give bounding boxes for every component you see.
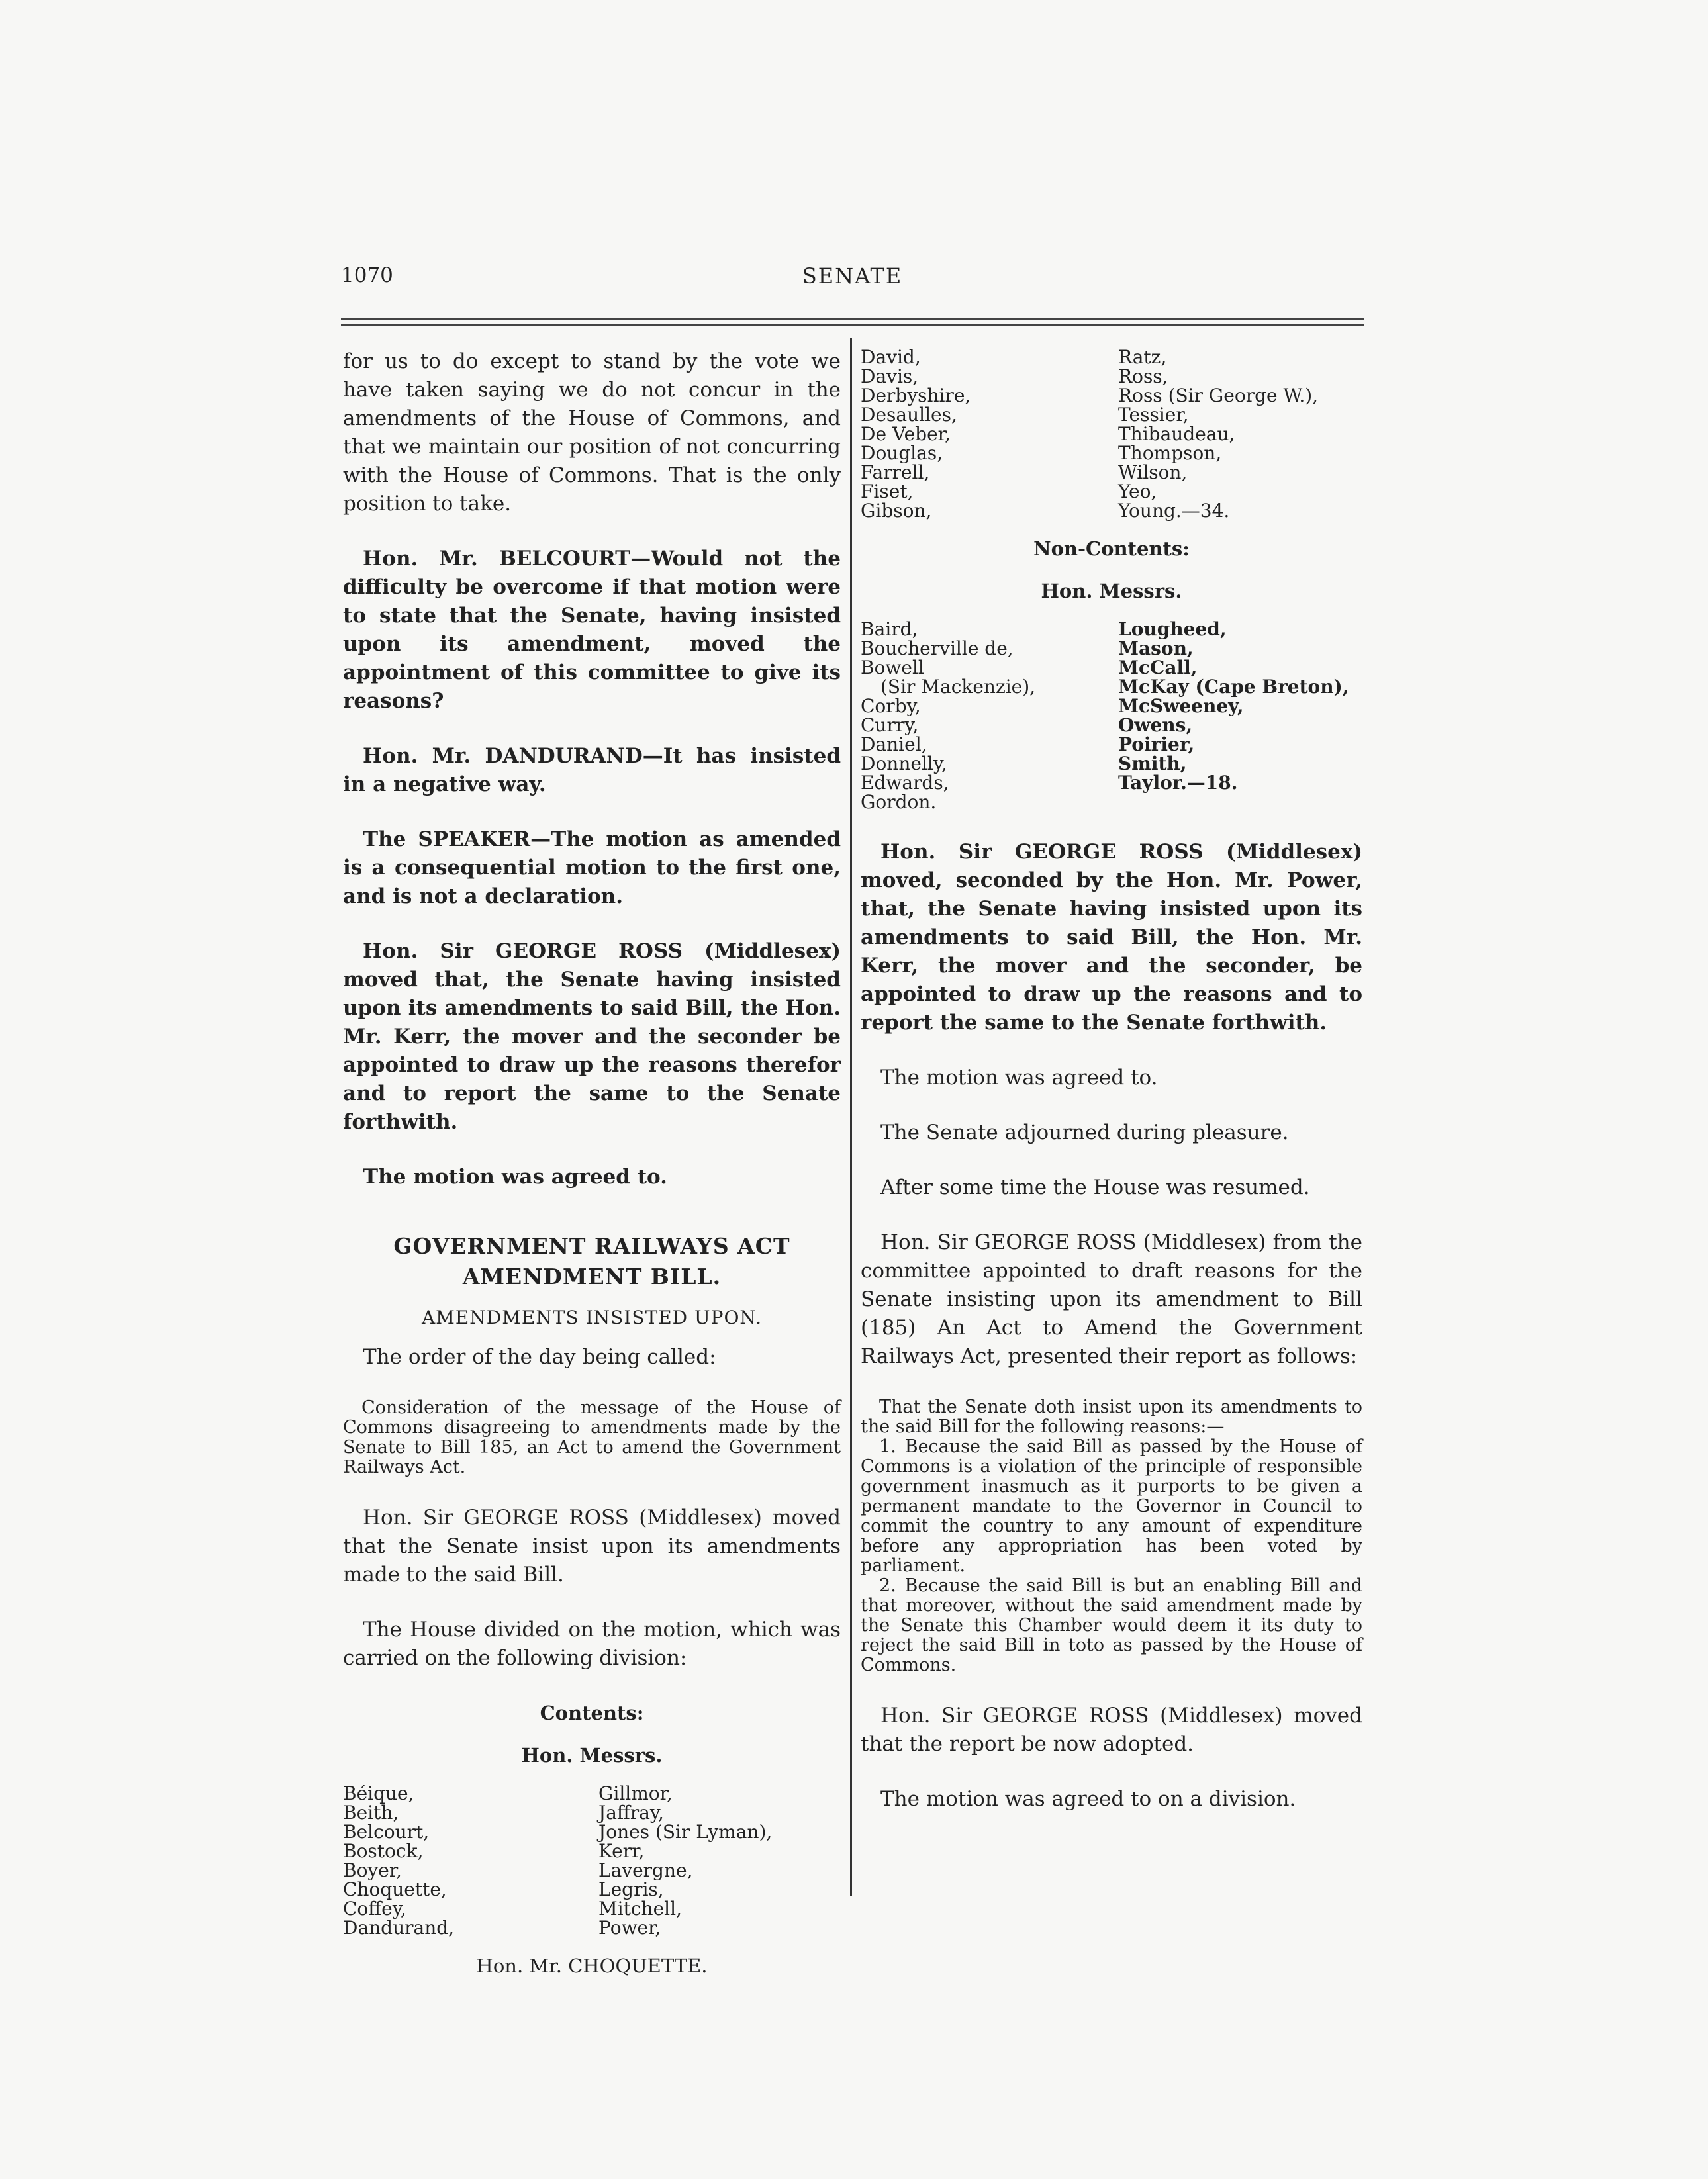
contents-col-1	[861, 348, 1105, 520]
senator-name: Thibaudeau,	[1118, 423, 1235, 445]
noncontents-col-2	[1118, 620, 1362, 811]
senator-name: Beith,	[343, 1802, 399, 1824]
senator-name: Coffey,	[343, 1898, 406, 1920]
paragraph-order: The order of the day being called:	[363, 1345, 716, 1369]
senator-name: Lougheed,	[1118, 618, 1227, 640]
senator-name: McSweeney,	[1118, 695, 1244, 717]
senator-name: Béique,	[343, 1783, 414, 1804]
speech-text: —The motion as amended is a consequential motion to the first one, and is not a declaration.	[343, 827, 841, 908]
section-subheading: AMENDMENTS INSISTED UPON.	[421, 1307, 763, 1328]
senator-name: Gibson,	[861, 500, 932, 522]
section-heading: GOVERNMENT RAILWAYS ACT	[393, 1233, 790, 1259]
contents-list-continued	[861, 348, 1362, 520]
paragraph-division-agreed: The motion was agreed to on a division.	[880, 1787, 1296, 1811]
paragraph-adjourned: The Senate adjourned during pleasure.	[880, 1121, 1289, 1144]
senator-name: Daniel,	[861, 733, 927, 755]
senator-name: Desaulles,	[861, 404, 957, 426]
paragraph-agreed: The motion was agreed to.	[363, 1165, 667, 1189]
noncontents-list	[861, 620, 1362, 811]
senator-name: Gordon.	[861, 791, 937, 813]
senator-name: Derbyshire,	[861, 385, 971, 406]
contents-label: Contents:	[540, 1702, 644, 1724]
paragraph: for us to do except to stand by the vote we have taken saying we do not concur in the amendments of the House of Commons, and that we maintain our position of not concurring with the House of Commons. That is the only position to take.	[343, 349, 841, 516]
senator-name: Poirier,	[1118, 733, 1195, 755]
contents-col-2	[1118, 348, 1362, 520]
paragraph-resumed: After some time the House was resumed.	[880, 1176, 1310, 1199]
senator-name: Owens,	[1118, 714, 1193, 736]
senator-name: Lavergne,	[598, 1859, 693, 1881]
speaker-name: Hon. Mr. BELCOURT	[363, 547, 631, 571]
contents-col-1	[343, 1784, 585, 1937]
senator-name: Ross (Sir George W.),	[1118, 385, 1319, 406]
paragraph-motion: Hon. Sir GEORGE ROSS (Middlesex) moved that, the Senate having insisted upon its amendments to said Bill, the Hon. Mr. Kerr, the mover and the seconder be appointed to draw up the reasons therefor and to report the same to the Senate forthwith.	[343, 939, 841, 1134]
senator-name: Bostock,	[343, 1840, 424, 1862]
page-header	[341, 263, 1364, 297]
speaker-name: Hon. Mr. DANDURAND	[363, 744, 643, 768]
header-rule	[341, 318, 1364, 320]
senator-name: McCall,	[1118, 657, 1198, 678]
paragraph-speaker	[343, 825, 841, 911]
report-quote-intro: That the Senate doth insist upon its amendments to the said Bill for the following reasons:—	[861, 1397, 1362, 1437]
page-footer-name: Hon. Mr. CHOQUETTE.	[476, 1955, 708, 1977]
senator-name: Boucherville de,	[861, 637, 1014, 659]
senator-name: Farrell,	[861, 461, 930, 483]
senator-name: Ross,	[1118, 365, 1168, 387]
noncontents-col-1	[861, 620, 1105, 811]
contents-col-2	[598, 1784, 841, 1937]
senator-name: Taylor.—18.	[1118, 772, 1238, 794]
column-divider	[850, 338, 852, 1896]
paragraph-motion: Hon. Sir GEORGE ROSS (Middlesex) moved, seconded by the Hon. Mr. Power, that, the Senate having insisted upon its amendments to said Bill, the Hon. Mr. Kerr, the mover and the seconder, be appointed to draw up the reasons and to report the same to the Senate forthwith.	[861, 840, 1362, 1035]
senator-name: Wilson,	[1118, 461, 1188, 483]
senator-name: Ratz,	[1118, 346, 1167, 368]
senator-name: Douglas,	[861, 442, 943, 464]
paragraph-division: The House divided on the motion, which was carried on the following division:	[343, 1618, 841, 1670]
running-title: SENATE	[802, 263, 903, 289]
report-quote-reason-2: 2. Because the said Bill is but an enabling Bill and that moreover, without the said amendment made by the Senate this Chamber would deem it its duty to reject the said Bill in toto as passed by the House of Commons.	[861, 1575, 1362, 1675]
senator-name: Smith,	[1118, 753, 1187, 774]
senator-name: Corby,	[861, 695, 921, 717]
quoted-order: Consideration of the message of the House of Commons disagreeing to amendments made by the Senate to Bill 185, an Act to amend the Government Railways Act.	[343, 1397, 841, 1477]
senator-name: Jones (Sir Lyman),	[598, 1821, 773, 1843]
paragraph-belcourt	[343, 545, 841, 716]
senator-name: Mason,	[1118, 637, 1194, 659]
senator-name: Fiset,	[861, 481, 914, 502]
senator-name: Edwards,	[861, 772, 949, 794]
senator-name: Mitchell,	[598, 1898, 682, 1920]
right-column	[861, 348, 1362, 1814]
paragraph-adopt: Hon. Sir GEORGE ROSS (Middlesex) moved that the report be now adopted.	[861, 1704, 1362, 1756]
senator-name: Gillmor,	[598, 1783, 673, 1804]
senator-name: David,	[861, 346, 921, 368]
senator-name: McKay (Cape Breton),	[1118, 676, 1349, 698]
senator-name: Choquette,	[343, 1878, 447, 1900]
senator-name: Thompson,	[1118, 442, 1222, 464]
senator-name: Young.—34.	[1118, 500, 1230, 522]
senator-name: Legris,	[598, 1878, 664, 1900]
senator-name: Davis,	[861, 365, 919, 387]
left-column	[343, 348, 841, 1980]
senator-name: Yeo,	[1118, 481, 1157, 502]
page-number: 1070	[341, 263, 393, 287]
noncontents-label: Non-Contents:	[1033, 537, 1190, 560]
senator-name: Tessier,	[1118, 404, 1189, 426]
speech-text: —It has insisted in a negative way.	[343, 744, 841, 796]
report-quote-reason-1: 1. Because the said Bill as passed by the House of Commons is a violation of the principle of responsible government inasmuch as it purports to be given a permanent mandate to the Governor in Council to commit the country to any amount of expenditure before any appropriation has been voted by parliament.	[861, 1436, 1362, 1576]
messrs-label: Hon. Messrs.	[1041, 580, 1182, 602]
senator-name: Baird,	[861, 618, 918, 640]
messrs-label: Hon. Messrs.	[521, 1744, 663, 1767]
senator-name: De Veber,	[861, 423, 951, 445]
header-rule-double	[341, 324, 1364, 326]
senator-name: Donnelly,	[861, 753, 947, 774]
senator-name: Jaffray,	[598, 1802, 664, 1824]
senator-name: Boyer,	[343, 1859, 403, 1881]
paragraph-agreed: The motion was agreed to.	[880, 1066, 1158, 1090]
senator-name: Belcourt,	[343, 1821, 430, 1843]
senator-name: Bowell	[861, 657, 924, 678]
senator-name: (Sir Mackenzie),	[880, 676, 1036, 698]
senator-name: Power,	[598, 1917, 661, 1939]
paragraph-dandurand	[343, 742, 841, 799]
contents-list	[343, 1784, 841, 1937]
section-heading-line2: AMENDMENT BILL.	[462, 1264, 722, 1289]
senator-name: Curry,	[861, 714, 919, 736]
paragraph-report: Hon. Sir GEORGE ROSS (Middlesex) from the committee appointed to draft reasons for the Senate insisting upon its amendment to Bill (185) An Act to Amend the Government Railways Act, presented their report as follows:	[861, 1230, 1362, 1368]
speaker-name: The SPEAKER	[363, 827, 531, 851]
paragraph-insist: Hon. Sir GEORGE ROSS (Middlesex) moved that the Senate insist upon its amendments made to the said Bill.	[343, 1506, 841, 1587]
senator-name: Kerr,	[598, 1840, 645, 1862]
speech-text: —Would not the difficulty be overcome if that motion were to state that the Senate, having insisted upon its amendment, moved the appointment of this committee to give its reasons?	[343, 547, 841, 713]
senator-name: Dandurand,	[343, 1917, 455, 1939]
